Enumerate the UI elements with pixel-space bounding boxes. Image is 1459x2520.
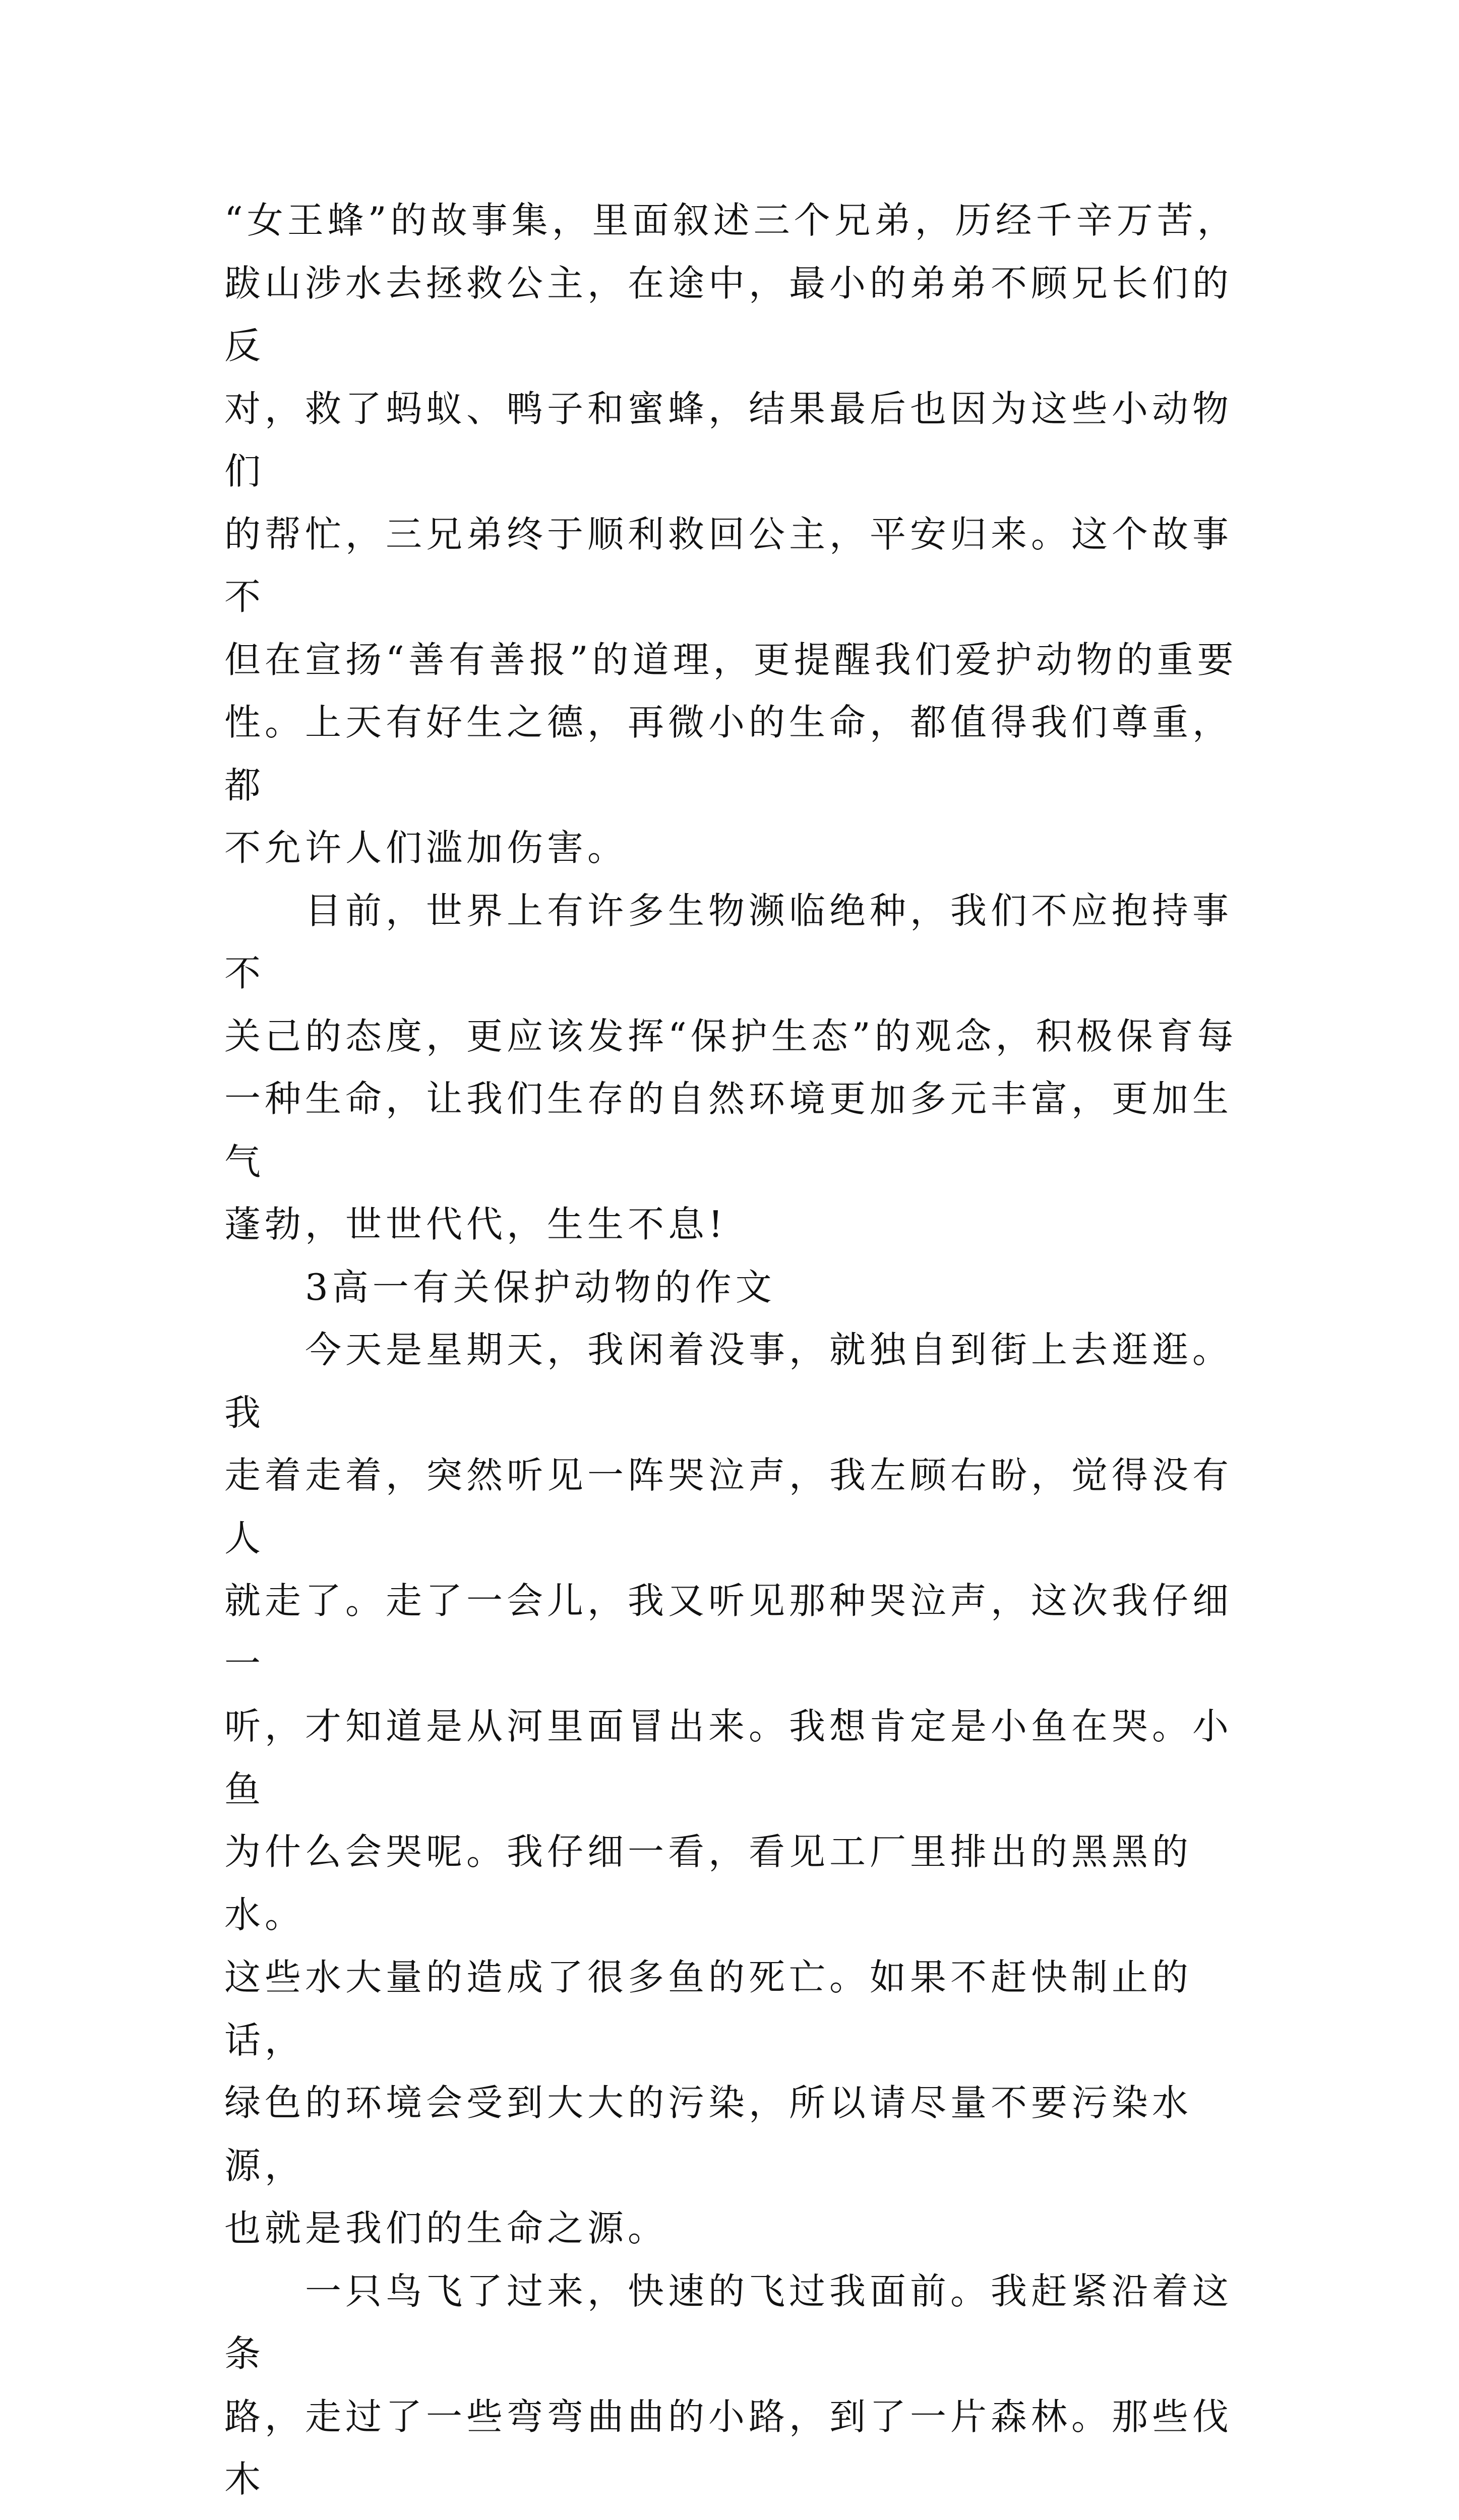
paragraph-forest-logging: 一只鸟飞了过来，快速的飞过我面前。我赶紧沿着这条 路，走过了一些弯弯曲曲的小路，到了一片森林。那些伐木 <box>224 2260 1253 2520</box>
paragraph-protect-ecology: 目前，世界上有许多生物濒临绝种，我们不应抱持事不 关己的态度，更应该发挥“保护生态”的观念，积极保育每 一种生命，让我们生存的自然环境更加多元丰富，更加生气 蓬勃，世世代代，生生不息! <box>224 879 1253 1256</box>
document-body <box>224 189 1253 2520</box>
paragraph-river-pollution: 今天是星期天，我闲着没事，就独自到街上去逛逛。我 走着走着，突然听见一阵哭泣声，我左顾右盼，觉得没有人 就走了。走了一会儿，我又听见那种哭泣声，这次我仔细一 听，才知道是从河里面冒出来。我想肯定是小鱼在哭。小鱼 为什么会哭呢。我仔细一看，看见工厂里排出的黑黑的水。 这些水大量的造成了很多鱼的死亡。如果不赶快制止的话， 绿色的环境会受到大大的污染，所以请尽量不要污染水源， 也就是我们的生命之源。 <box>224 1318 1253 2260</box>
paragraph-queen-bee-story: “女王蜂”的故事集，里面叙述三个兄弟，历经千辛万苦， 跋山涉水去拯救公主，在途中，最小的弟弟不顾兄长们的反 对，救了蚂蚁、鸭子和蜜蜂，结果最后也因为这些小动物们 的帮忙，三兄弟终于顺利救回公主，平安归来。这个故事不 但在宣扬“善有善报”的道理，更提醒我们爱护动物的重要 性。上天有好生之德，再微小的生命，都值得我们尊重，都 不允许人们滥加伤害。 <box>224 189 1253 879</box>
section-heading: 3高一有关保护动物的作文 <box>224 1256 1253 1319</box>
